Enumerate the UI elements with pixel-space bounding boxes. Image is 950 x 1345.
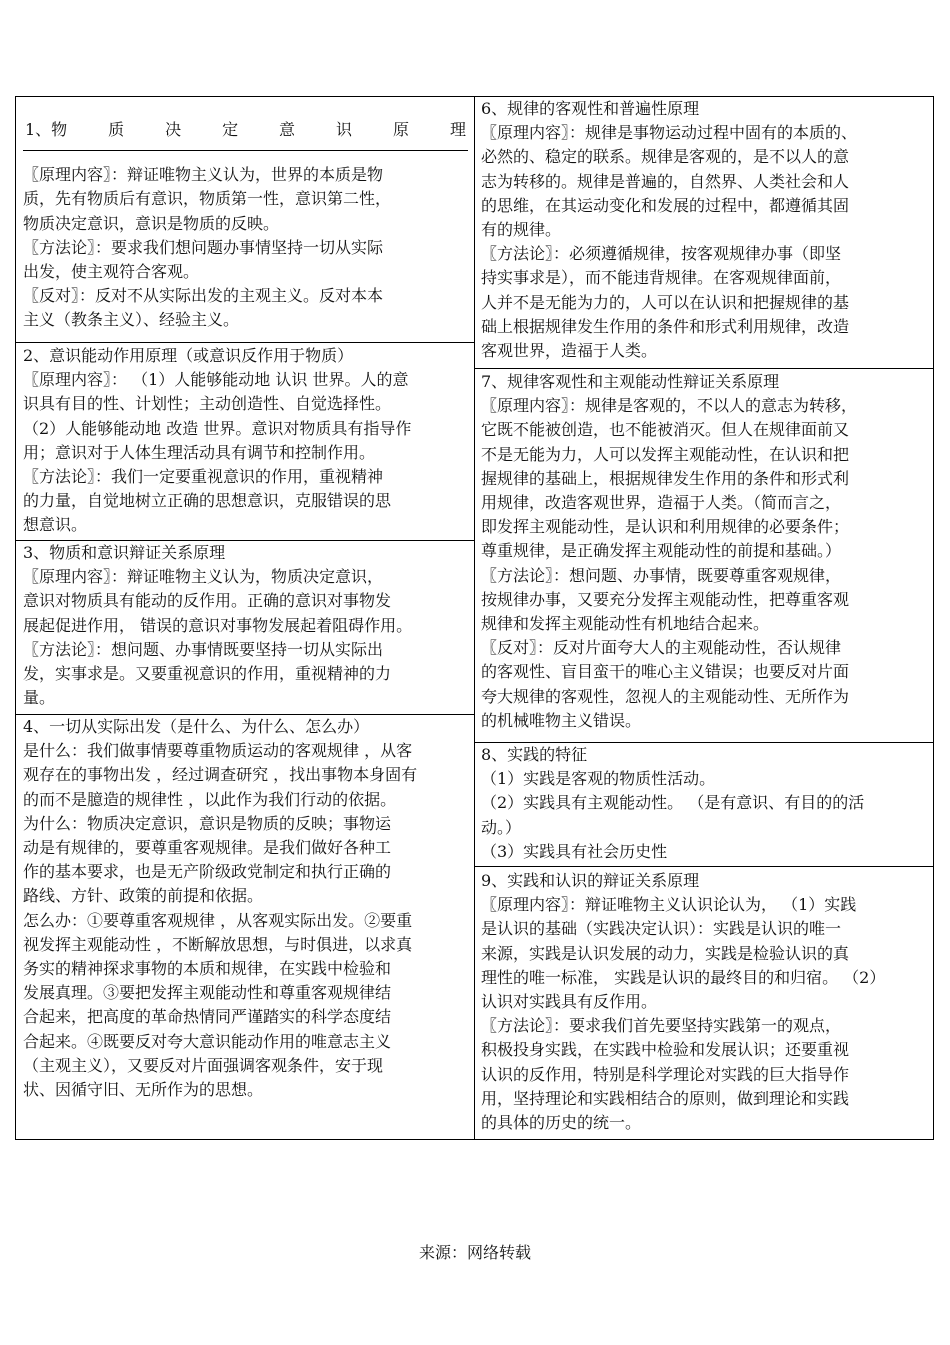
text-line: 展起促进作用， 错误的意识对事物发展起着阻碍作用。 — [23, 615, 413, 635]
text-line: 尊重规律，是正确发挥主观能动性的前提和基础。） — [481, 541, 842, 561]
text-line: 按规律办事，又要充分发挥主观能动性，把尊重客观 — [481, 589, 850, 609]
text-line: 〖方法论〗：必须遵循规律，按客观规律办事（即坚 — [481, 244, 842, 264]
text-line: 〖原理内容〗： （1）人能够能动地 认识 世界。人的意 — [23, 370, 409, 390]
text-line: （1）实践是客观的物质性活动。 — [481, 769, 716, 789]
text-line: 用，坚持理论和实践相结合的原则，做到理论和实践 — [481, 1088, 850, 1108]
section-7 — [474, 369, 933, 743]
section-2-title: 2、意识能动作用原理（或意识反作用于物质） — [23, 346, 354, 365]
text-line: 〖方法论〗：我们一定要重视意识的作用，重视精神 — [23, 467, 384, 487]
text-line: 的机械唯物主义错误。 — [481, 710, 642, 730]
text-line: 〖原理内容〗：规律是客观的，不以人的意志为转移， — [481, 396, 858, 416]
text-line: （2）实践具有主观能动性。 （是有意识、有目的的活 — [481, 793, 865, 813]
text-line: 〖反对〗：反对不从实际出发的主观主义。反对本本 — [23, 286, 384, 306]
text-line: 的思维，在其运动变化和发展的过程中，都遵循其固 — [481, 195, 850, 215]
section-2 — [16, 343, 474, 541]
text-line: 意识对物质具有能动的反作用。正确的意识对事物发 — [23, 591, 392, 611]
text-line: 夸大规律的客观性，忽视人的主观能动性、无所作为 — [481, 686, 850, 706]
section-3-title: 3、物质和意识辩证关系原理 — [23, 543, 226, 562]
text-line: （2）人能够能动地 改造 世界。意识对物质具有指导作 — [23, 418, 412, 438]
text-line: 质，先有物质后有意识，物质第一性，意识第二性， — [23, 189, 392, 209]
text-line: 握规律的基础上，根据规律发生作用的条件和形式利 — [481, 468, 850, 488]
text-line: 〖反对〗：反对片面夸大人的主观能动性，否认规律 — [481, 638, 842, 658]
text-line: 〖方法论〗：想问题、办事情既要坚持一切从实际出 — [23, 639, 384, 659]
text-line: 有的规律。 — [481, 220, 562, 240]
text-line: 〖原理内容〗：规律是事物运动过程中固有的本质的、 — [481, 123, 858, 143]
text-line: 合起来。④既要反对夸大意识能动作用的唯意志主义 — [23, 1031, 392, 1051]
text-line: 〖原理内容〗：辩证唯物主义认识论认为， （1）实践 — [481, 895, 857, 915]
left-column — [15, 96, 475, 1140]
text-line: 〖方法论〗：要求我们想问题办事情坚持一切从实际 — [23, 237, 384, 257]
text-line: 它既不能被创造，也不能被消灭。但人在规律面前又 — [481, 420, 850, 440]
text-line: 的客观性、盲目蛮干的唯心主义错误；也要反对片面 — [481, 662, 850, 682]
text-line: 动是有规律的，要尊重客观规律。是我们做好各种工 — [23, 838, 392, 858]
text-line: 主义（教条主义）、经验主义。 — [23, 310, 240, 330]
text-line: 视发挥主观能动性 ，不断解放思想，与时俱进，以求真 — [23, 934, 413, 954]
text-line: 客观世界，造福于人类。 — [481, 341, 658, 361]
section-1-divider — [23, 150, 468, 151]
text-line: 规律和发挥主观能动性有机地结合起来。 — [481, 614, 770, 634]
text-line: 即发挥主观能动性，是认识和利用规律的必要条件； — [481, 517, 850, 537]
section-4 — [16, 715, 474, 1139]
text-line: 人并不是无能为力的，人可以在认识和把握规律的基 — [481, 292, 850, 312]
text-line: 是什么：我们做事情要尊重物质运动的客观规律 ，从客 — [23, 741, 413, 761]
text-line: 用；意识对于人体生理活动具有调节和控制作用。 — [23, 442, 376, 462]
text-line: 础上根据规律发生作用的条件和形式利用规律，改造 — [481, 316, 850, 336]
text-line: 想意识。 — [23, 515, 88, 535]
text-line: 来源，实践是认识发展的动力，实践是检验认识的真 — [481, 943, 850, 963]
text-line: 发展真理。③要把发挥主观能动性和尊重客观规律结 — [23, 983, 392, 1003]
section-8-title: 8、实践的特征 — [481, 745, 588, 764]
text-line: 用规律，改造客观世界，造福于人类。（简而言之， — [481, 493, 842, 513]
section-9 — [474, 867, 933, 1139]
right-column — [474, 96, 934, 1140]
text-line: 〖原理内容〗：辩证唯物主义认为，物质决定意识， — [23, 567, 384, 587]
section-4-title: 4、一切从实际出发（是什么、为什么、怎么办） — [23, 717, 370, 736]
text-line: 不是无能为力，人可以发挥主观能动性，在认识和把 — [481, 444, 850, 464]
text-line: 怎么办：①要尊重客观规律 ，从客观实际出发。②要重 — [23, 910, 413, 930]
text-line: 为什么：物质决定意识，意识是物质的反映；事物运 — [23, 813, 392, 833]
section-1 — [16, 97, 474, 343]
text-line: 务实的精神探求事物的本质和规律，在实践中检验和 — [23, 959, 392, 979]
section-7-title: 7、规律客观性和主观能动性辩证关系原理 — [481, 372, 780, 391]
text-line: 的具体的历史的统一。 — [481, 1113, 642, 1133]
text-line: 认识对实践具有反作用。 — [481, 992, 658, 1012]
text-line: 观存在的事物出发 ，经过调查研究 ，找出事物本身固有 — [23, 765, 418, 785]
text-line: 〖方法论〗：想问题、办事情，既要尊重客观规律， — [481, 565, 842, 585]
text-line: 持实事求是），而不能违背规律。在客观规律面前， — [481, 268, 842, 288]
text-line: 理性的唯一标准， 实践是认识的最终目的和归宿。 （2） — [481, 967, 886, 987]
text-line: 状、因循守旧、无所作为的思想。 — [23, 1080, 264, 1100]
text-line: 〖原理内容〗：辩证唯物主义认为，世界的本质是物 — [23, 165, 384, 185]
text-line: 积极投身实践，在实践中检验和发展认识；还要重视 — [481, 1040, 850, 1060]
text-line: 量。 — [23, 688, 56, 708]
section-9-title: 9、实践和认识的辩证关系原理 — [481, 871, 700, 890]
text-line: 的而不是臆造的规律性 ，以此作为我们行动的依据。 — [23, 789, 397, 809]
text-line: 识具有目的性、计划性；主动创造性、自觉选择性。 — [23, 394, 392, 414]
text-line: 发，实事求是。又要重视意识的作用，重视精神的力 — [23, 664, 392, 684]
text-line: 作的基本要求，也是无产阶级政党制定和执行正确的 — [23, 862, 392, 882]
text-line: 是认识的基础（实践决定认识）：实践是认识的唯一 — [481, 919, 842, 939]
section-1-title: 1、物 质 决 定 意 识 原 理 — [25, 120, 466, 139]
section-6-title: 6、规律的客观性和普遍性原理 — [481, 99, 700, 118]
section-6 — [474, 97, 933, 369]
text-line: 物质决定意识，意识是物质的反映。 — [23, 213, 280, 233]
text-line: 动。） — [481, 817, 522, 837]
text-line: 合起来，把高度的革命热情同严谨踏实的科学态度结 — [23, 1007, 392, 1027]
source-footer: 来源：网络转载 — [418, 1243, 531, 1262]
text-line: 〖方法论〗：要求我们首先要坚持实践第一的观点， — [481, 1016, 842, 1036]
text-line: 必然的、稳定的联系。规律是客观的，是不以人的意 — [481, 147, 850, 167]
section-8 — [474, 743, 933, 867]
text-line: 出发，使主观符合客观。 — [23, 262, 200, 282]
text-line: 认识的反作用，特别是科学理论对实践的巨大指导作 — [481, 1064, 850, 1084]
text-line: （3）实践具有社会历史性 — [481, 841, 668, 861]
text-line: 路线、方针、政策的前提和依据。 — [23, 886, 264, 906]
text-line: 志为转移的。规律是普遍的，自然界、人类社会和人 — [481, 171, 850, 191]
section-3 — [16, 541, 474, 715]
text-line: （主观主义），又要反对片面强调客观条件，安于现 — [23, 1055, 384, 1075]
text-line: 的力量，自觉地树立正确的思想意识，克服错误的思 — [23, 491, 392, 511]
